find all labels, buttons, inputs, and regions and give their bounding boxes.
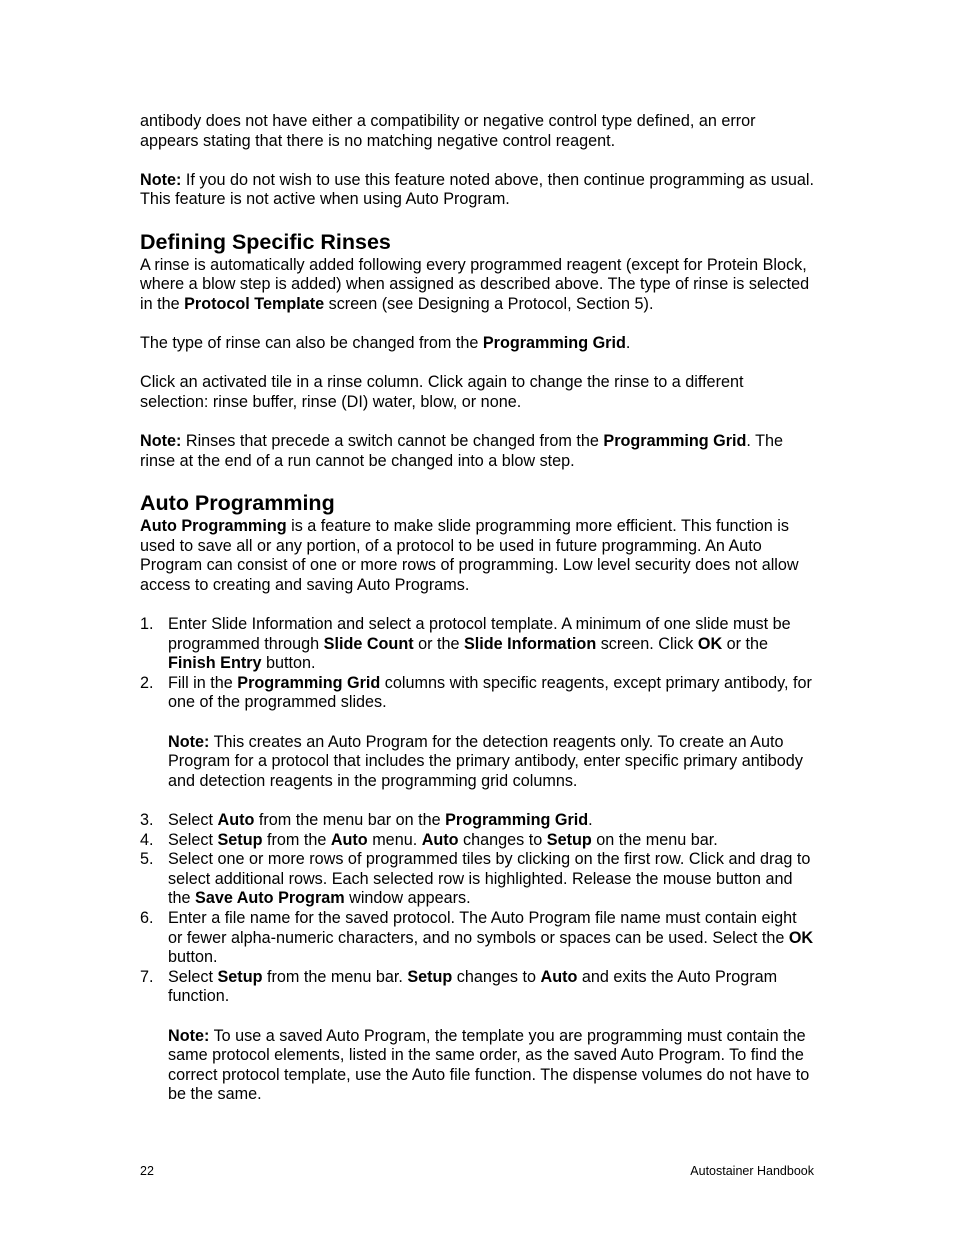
bold-run: Save Auto Program (195, 889, 345, 908)
text-run: screen. Click (596, 634, 698, 653)
text-run: from the menu bar on the (254, 811, 446, 829)
rinses-note (140, 432, 815, 471)
note-label: Note: (168, 1026, 210, 1045)
text-run: Enter a file name for the saved protocol. The Auto Program file name must contain eight or fewer alpha-numeric characters, and no symbols or spaces can be used. Select the (168, 908, 797, 947)
text-run: Enter Slide Information and select a protocol template. A minimum of one slide must be programmed through (168, 615, 791, 653)
page-content (140, 112, 815, 1125)
bold-run: Auto (540, 967, 578, 986)
rinses-paragraph-1 (140, 256, 815, 315)
list-item (140, 909, 815, 968)
text-run: from the (262, 830, 331, 849)
bold-run: Auto (421, 830, 459, 849)
list-item (140, 831, 815, 851)
text-run: window appears. (344, 889, 471, 908)
bold-run: Finish Entry (168, 654, 262, 673)
bold-run: Setup (546, 830, 592, 849)
text-run: Click an activated tile in a rinse column. Click again to change the rinse to a different selection: rinse buffer, rinse (DI) water, blow, or none. (140, 373, 744, 411)
text-run: Select (168, 967, 218, 986)
bold-run: Auto (330, 830, 368, 849)
bold-run: Setup (217, 830, 263, 849)
list-number: 1. (140, 615, 154, 634)
note-text: To use a saved Auto Program, the template you are programming must contain the same protocol elements, listed in the same order, as the saved Auto Program. To find the correct protocol template, use the Auto file function. The dispense volumes do not have to be the same. (168, 1026, 810, 1104)
list-item (140, 674, 815, 713)
text-run: and exits the Auto Program function. (168, 967, 778, 1006)
text-run: Fill in the (168, 673, 238, 692)
step-2-note (140, 733, 815, 792)
bold-run: Auto (217, 811, 255, 829)
note-text: This creates an Auto Program for the detection reagents only. To create an Auto Program for a protocol that includes the primary antibody, enter specific primary antibody and detection reagents in the programming grid columns. (168, 732, 803, 790)
list-item (140, 615, 815, 674)
note-label: Note: (140, 431, 182, 450)
text-run: screen (see Designing a Protocol, Section 5). (324, 294, 654, 313)
list-number: 5. (140, 850, 154, 869)
list-number: 2. (140, 673, 154, 692)
text-run: Rinses that precede a switch cannot be changed from the (181, 431, 604, 450)
bold-run: OK (697, 634, 723, 653)
text-run: changes to (452, 967, 541, 986)
list-number: 7. (140, 967, 154, 986)
step-7-note (140, 1027, 815, 1105)
bold-run: Auto Programming (140, 517, 287, 536)
rinses-paragraph-3 (140, 373, 815, 412)
bold-run: Protocol Template (184, 294, 325, 313)
bold-run: Programming Grid (445, 811, 589, 829)
book-title: Autostainer Handbook (690, 1164, 814, 1178)
text-run: A rinse is automatically added following every programmed reagent (except for Protein Block, where a blow step is added) when assigned as described above. The type of rinse is selected in the (140, 255, 810, 313)
intro-text: antibody does not have either a compatibility or negative control type defined, an error appears stating that there is no matching negative control reagent. (140, 112, 756, 150)
rinses-paragraph-2 (140, 334, 815, 354)
page-footer (140, 1164, 814, 1178)
text-run: . (588, 811, 593, 829)
text-run: or the (413, 634, 464, 653)
section-heading-rinses: Defining Specific Rinses (140, 229, 391, 254)
bold-run: Programming Grid (237, 673, 381, 692)
steps-list (140, 615, 815, 713)
text-run: button. (261, 654, 316, 673)
note-label: Note: (140, 170, 182, 189)
text-run: The type of rinse can also be changed from the (140, 333, 483, 352)
intro-note (140, 171, 815, 210)
list-item (140, 811, 815, 831)
bold-run: Programming Grid (482, 333, 626, 352)
text-run: columns with specific reagents, except primary antibody, for one of the programmed slides. (168, 673, 812, 712)
text-run: Select (168, 811, 218, 829)
list-item (140, 850, 815, 909)
text-run: . (625, 333, 631, 352)
bold-run: Slide Count (323, 634, 414, 653)
text-run: or the (722, 634, 769, 653)
list-number: 3. (140, 811, 154, 829)
bold-run: Setup (217, 967, 263, 986)
bold-run: Programming Grid (603, 431, 747, 450)
text-run: Select one or more rows of programmed tiles by clicking on the first row. Click and drag to select additional rows. Each selected row is highlighted. Release the mouse button and the (168, 850, 811, 908)
auto-paragraph-1 (140, 517, 815, 595)
bold-run: OK (788, 928, 814, 947)
text-run: Select (168, 830, 218, 849)
bold-run: Setup (407, 967, 453, 986)
text-run: menu. (367, 830, 422, 849)
section-heading-auto: Auto Programming (140, 491, 335, 516)
bold-run: Slide Information (464, 634, 597, 653)
list-number: 4. (140, 830, 154, 849)
intro-paragraph (140, 112, 815, 151)
note-label: Note: (168, 732, 210, 751)
list-number: 6. (140, 908, 154, 927)
note-text: If you do not wish to use this feature noted above, then continue programming as usual. This feature is not active when using Auto Program. (140, 170, 814, 209)
text-run: . The rinse at the end of a run cannot be changed into a blow step. (140, 431, 784, 470)
text-run: is a feature to make slide programming more efficient. This function is used to save all or any portion, of a protocol to be used in future programming. An Auto Program can consist of one or more rows of programming. Low level security does not allow access to creating and saving Auto Programs. (140, 517, 799, 594)
page-number: 22 (140, 1164, 154, 1178)
text-run: from the menu bar. (262, 967, 408, 986)
text-run: on the menu bar. (591, 830, 718, 849)
list-item (140, 968, 815, 1007)
text-run: changes to (458, 830, 547, 849)
text-run: button. (168, 948, 218, 967)
steps-list (140, 811, 815, 1007)
